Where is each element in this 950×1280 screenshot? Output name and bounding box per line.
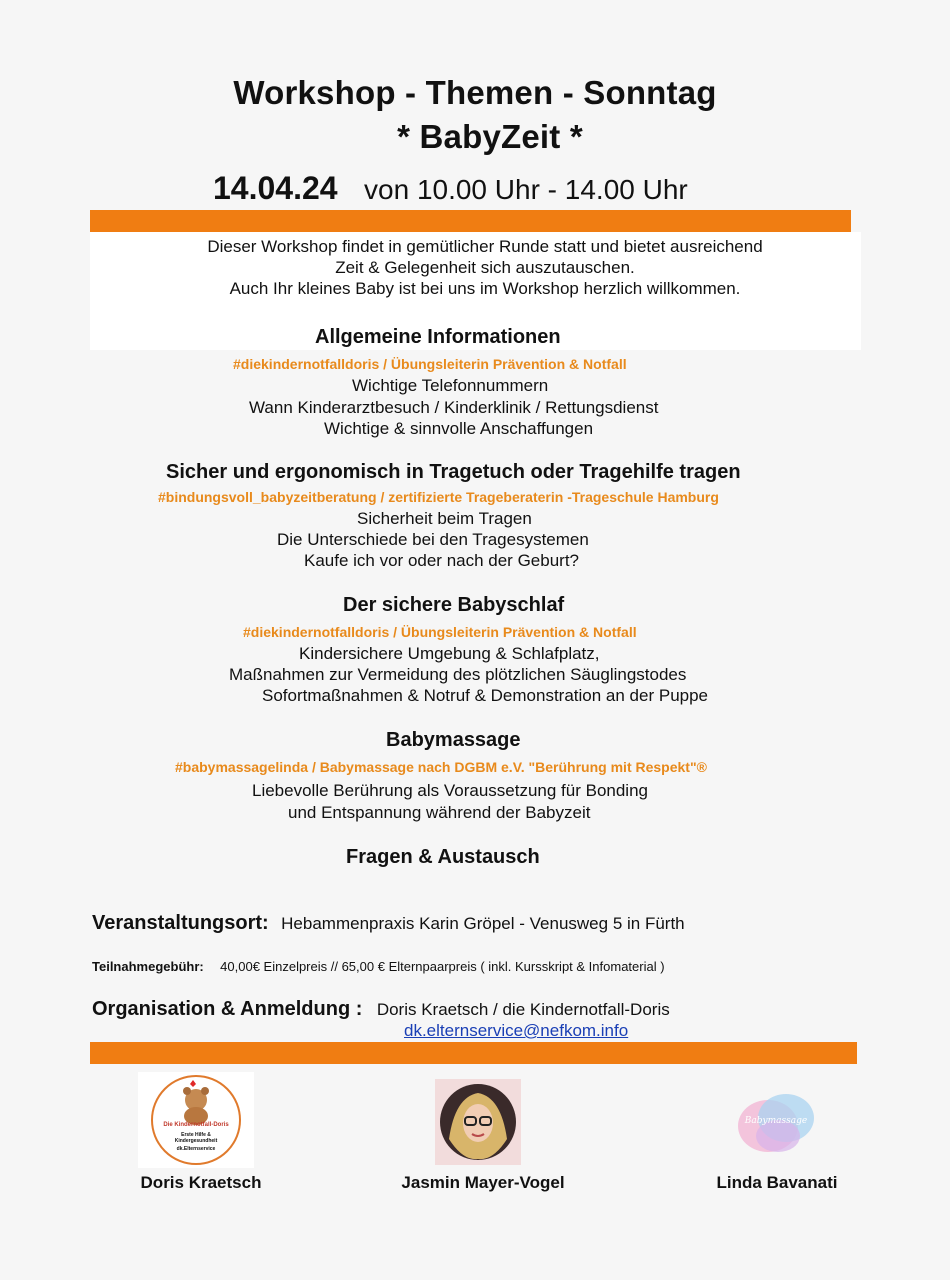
logo-text-3: dk.Elternservice [176, 1146, 216, 1152]
section-title: Allgemeine Informationen [315, 326, 561, 348]
section-item: Wichtige Telefonnummern [352, 376, 549, 395]
page-subtitle: * BabyZeit * [397, 118, 583, 155]
organisation-value: Doris Kraetsch / die Kindernotfall-Doris [376, 1000, 670, 1019]
intro-line: Zeit & Gelegenheit sich auszutauschen. [335, 258, 635, 277]
venue-value: Hebammenpraxis Karin Gröpel - Venusweg 5 in Fürth [281, 914, 685, 933]
bottom-accent-bar [90, 1042, 857, 1064]
organisation-line [92, 998, 670, 1021]
section-item: und Entspannung während der Babyzeit [288, 803, 591, 822]
venue-label: Veranstaltungsort: [92, 912, 269, 934]
section-tag: #babymassagelinda / Babymassage nach DGBM e.V. "Berührung mit Respekt"® [175, 759, 707, 775]
section-item: Kindersichere Umgebung & Schlafplatz, [299, 644, 600, 663]
section-item: Maßnahmen zur Vermeidung des plötzlichen Säuglingstodes [229, 665, 687, 684]
section-title: Babymassage [386, 729, 521, 751]
section-item: Liebevolle Berührung als Voraussetzung für Bonding [252, 781, 648, 800]
logo-babymassage-text: Babymassage [744, 1116, 808, 1126]
logo-text-1: Die Kindernotfall-Doris [163, 1122, 229, 1128]
top-accent-bar [90, 210, 851, 232]
fee-line [92, 958, 665, 976]
logo-kindernotfall-graphic [138, 1072, 254, 1168]
section-title: Der sichere Babyschlaf [343, 594, 565, 616]
email-link[interactable]: dk.elternservice@nefkom.info [404, 1021, 629, 1040]
section-item: Wichtige & sinnvolle Anschaffungen [324, 419, 594, 438]
logo-text-2: Erste Hilfe & Kindergesundheit [174, 1132, 218, 1144]
section-item: Sicherheit beim Tragen [357, 509, 532, 528]
intro-line: Auch Ihr kleines Baby ist bei uns im Workshop herzlich willkommen. [229, 279, 741, 298]
section-item: Sofortmaßnahmen & Notruf & Demonstration an der Puppe [262, 686, 709, 705]
person-name: Jasmin Mayer-Vogel [401, 1173, 565, 1192]
fee-label: Teilnahmegebühr: [92, 959, 204, 974]
section-title: Fragen & Austausch [346, 846, 540, 868]
intro-text [90, 236, 880, 299]
section-item: Kaufe ich vor oder nach der Geburt? [304, 551, 579, 570]
event-time: von 10.00 Uhr - 14.00 Uhr [364, 174, 688, 205]
logo-babymassage [728, 1078, 824, 1168]
portrait-graphic [435, 1079, 521, 1165]
date-line [213, 170, 688, 207]
fee-value: 40,00€ Einzelpreis // 65,00 € Elternpaarpreis ( inkl. Kursskript & Infomaterial ) [220, 959, 665, 974]
page-title: Workshop - Themen - Sonntag [233, 74, 717, 111]
section-title: Sicher und ergonomisch in Tragetuch oder Tragehilfe tragen [166, 461, 741, 483]
avatar-jasmin [435, 1079, 521, 1165]
intro-line: Dieser Workshop findet in gemütlicher Runde statt und bietet ausreichend [207, 237, 763, 256]
section-tag: #bindungsvoll_babyzeitberatung / zertifizierte Trageberaterin -Trageschule Hamburg [158, 489, 719, 505]
organisation-label: Organisation & Anmeldung : [92, 998, 363, 1020]
section-tag: #diekindernotfalldoris / Übungsleiterin Prävention & Notfall [233, 356, 627, 372]
section-item: Wann Kinderarztbesuch / Kinderklinik / Rettungsdienst [249, 398, 659, 417]
event-date: 14.04.24 [213, 170, 338, 206]
venue-line [92, 912, 685, 935]
person-name: Linda Bavanati [716, 1173, 838, 1192]
section-item: Die Unterschiede bei den Tragesystemen [277, 530, 589, 549]
logo-kindernotfall [138, 1072, 254, 1168]
person-name: Doris Kraetsch [140, 1173, 262, 1192]
section-tag: #diekindernotfalldoris / Übungsleiterin Prävention & Notfall [243, 624, 637, 640]
